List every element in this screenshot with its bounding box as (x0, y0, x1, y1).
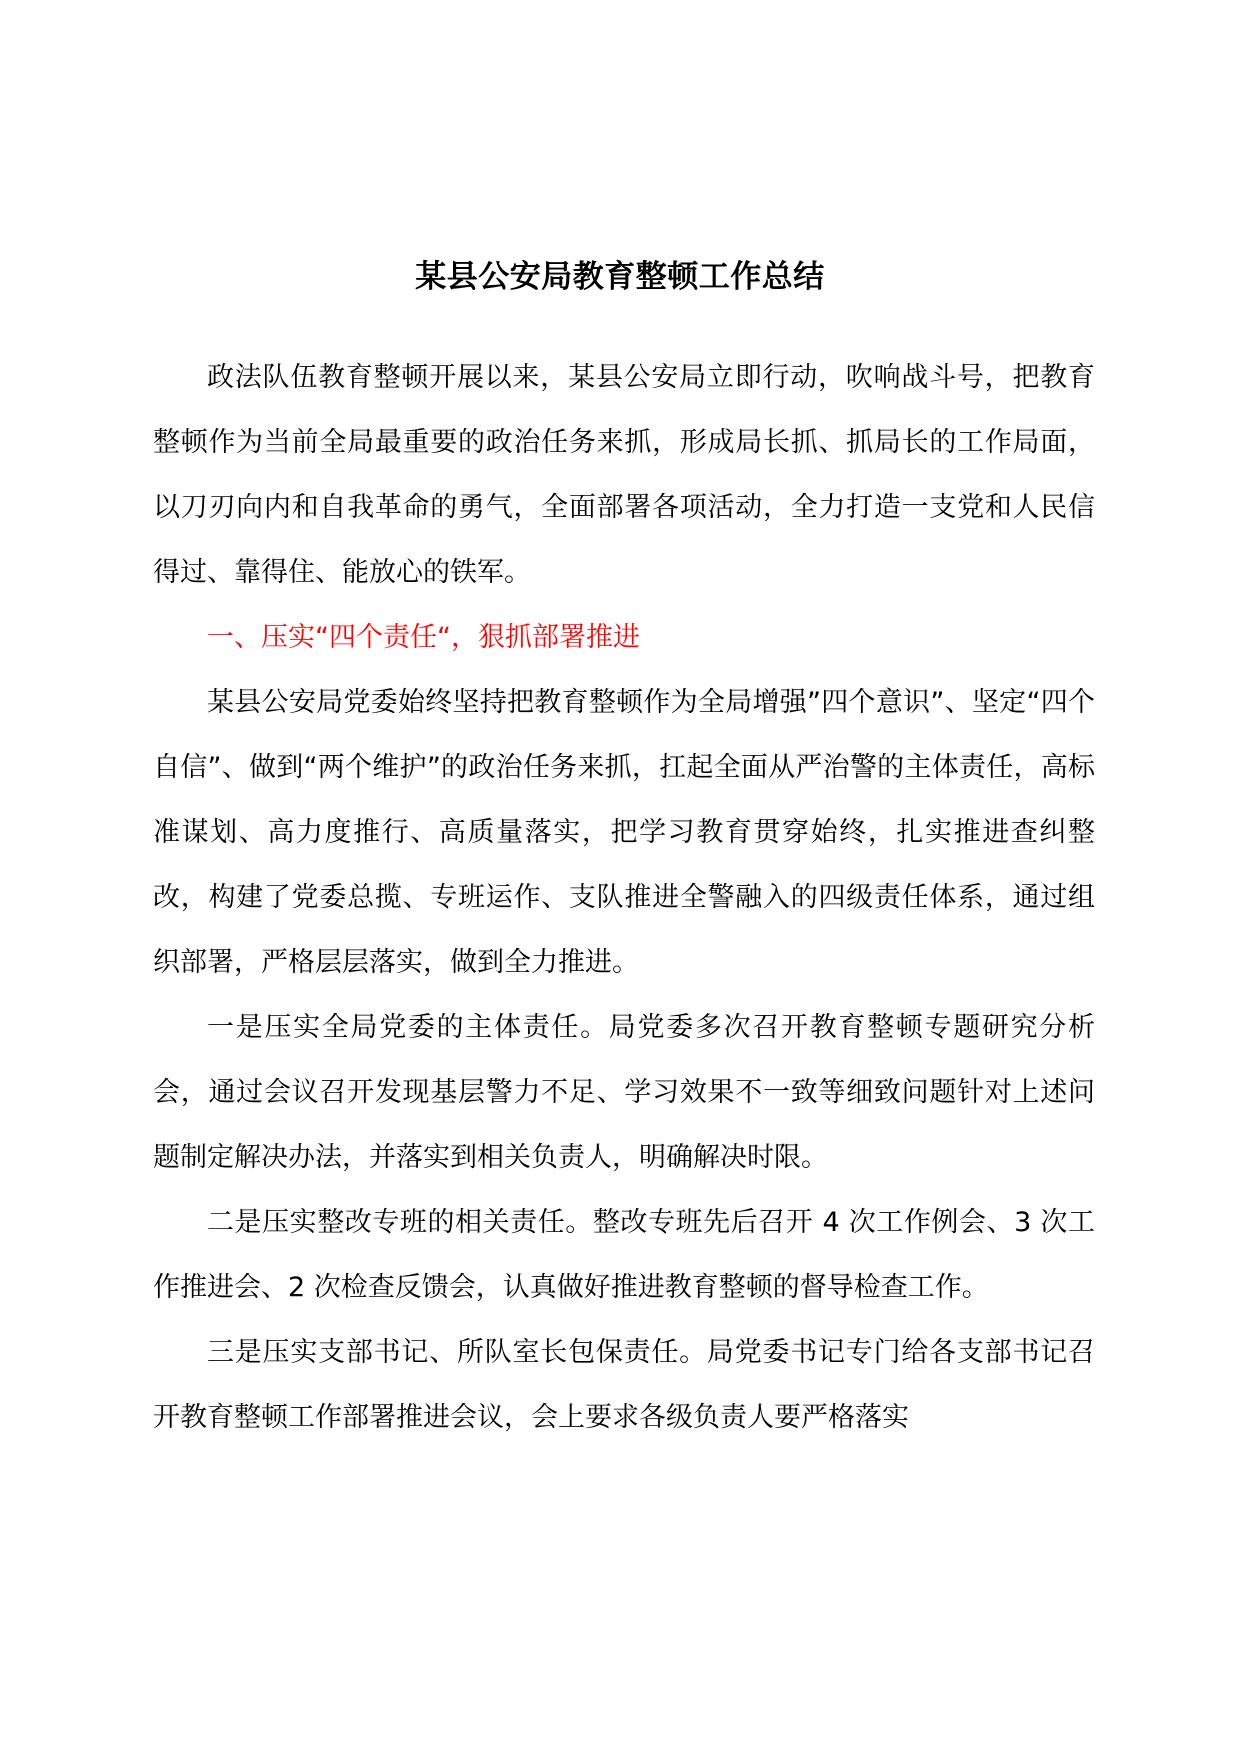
point-one-paragraph: 一是压实全局党委的主体责任。局党委多次召开教育整顿专题研究分析会，通过会议召开发现基层警力不足、学习效果不一致等细致问题针对上述问题制定解决办法，并落实到相关负责人，明确解决时限。 (153, 1012, 1095, 1173)
section-paragraph: 某县公安局党委始终坚持把教育整顿作为全局增强”四个意识”、坚定“四个自信”、做到“两个维护”的政治任务来抓，扛起全面从严治警的主体责任，高标准谋划、高力度推行、高质量落实，把学习教育贯穿始终，扎实推进查纠整改，构建了党委总揽、专班运作、支队推进全警融入的四级责任体系，通过组织部署，严格层层落实，做到全力推进。 (153, 687, 1095, 978)
document-title: 某县公安局教育整顿工作总结 (415, 259, 825, 295)
intro-paragraph: 政法队伍教育整顿开展以来，某县公安局立即行动，吹响战斗号，把教育整顿作为当前全局最重要的政治任务来抓，形成局长抓、抓局长的工作局面，以刀刃向内和自我革命的勇气，全面部署各项活动，全力打造一支党和人民信得过、靠得住、能放心的铁军。 (153, 362, 1095, 588)
point-two-paragraph: 二是压实整改专班的相关责任。整改专班先后召开 4 次工作例会、3 次工作推进会、2 次检查反馈会，认真做好推进教育整顿的督导检查工作。 (153, 1207, 1095, 1303)
document-body (153, 345, 1095, 1450)
point-three-paragraph: 三是压实支部书记、所队室长包保责任。局党委书记专门给各支部书记召开教育整顿工作部署推进会议，会上要求各级负责人要严格落实 (153, 1337, 1095, 1433)
section-heading: 一、压实“四个责任“，狠抓部署推进 (207, 622, 640, 653)
